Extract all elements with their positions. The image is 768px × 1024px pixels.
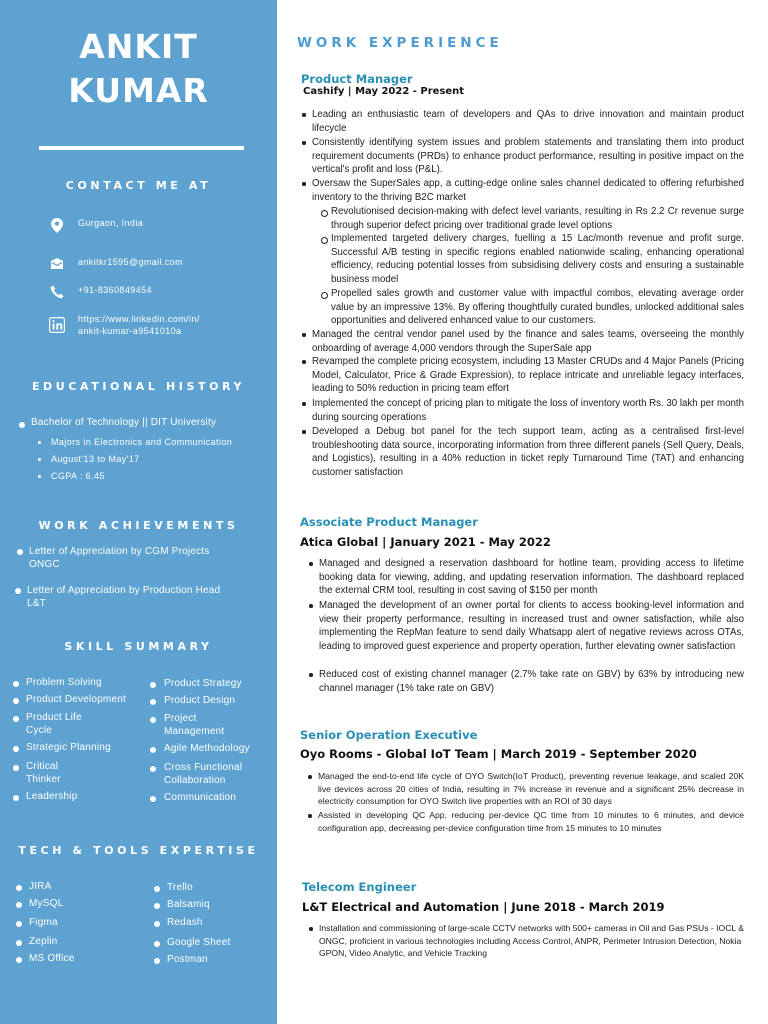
envelope-icon xyxy=(48,256,66,272)
skill-item: Project Management xyxy=(164,713,225,737)
job-bullet: Developed a Debug bot panel for the tech support team, acting as a centralised first-level troubleshooting data source, incorporating information from three different panels (Sell Query, Deals, and Logistics), resulting in a 40% reduction in ticket reply Turnaround Time (TAT) and enhancing customer satisfaction xyxy=(312,426,744,479)
bullet-dot xyxy=(19,422,25,428)
name-divider xyxy=(39,146,244,150)
education-major: Majors in Electronics and Communication xyxy=(51,437,233,447)
contact-email xyxy=(48,256,183,272)
job-sub-bullet: Revolutionised decision-making with defect level variants, resulting in Rs 2.2 Cr revenue surge through superior defect pricing over traditional grade level options xyxy=(331,206,744,231)
bullet-dot xyxy=(13,795,19,801)
bullet-dot xyxy=(38,441,41,444)
linkedin-url-line2: ankit-kumar-a9541010a xyxy=(78,326,182,336)
name-last: KUMAR xyxy=(68,71,209,110)
education-heading: EDUCATIONAL HISTORY xyxy=(31,380,246,393)
tool-item: Postman xyxy=(167,954,208,965)
bullet-dot xyxy=(150,747,156,753)
job-role: Associate Product Manager xyxy=(300,515,478,529)
bullet-dot xyxy=(150,717,156,723)
bullet-dot xyxy=(154,903,160,909)
job-role: Senior Operation Executive xyxy=(300,728,478,742)
skill-item: Cross Functional Collaboration xyxy=(164,762,243,786)
linkedin-icon xyxy=(48,317,66,333)
job-bullet: Leading an enthusiastic team of developers and QAs to drive innovation and maintain product lifecycle xyxy=(312,109,744,134)
job-bullet: Assisted in developing QC App, reducing per-device QC time from 10 minutes to 6 minutes, and device configuration app, decreasing per-device configuration time from 15 minutes to 10 minutes xyxy=(318,810,744,833)
bullet-dot xyxy=(154,921,160,927)
contact-heading: CONTACT ME AT xyxy=(65,179,212,192)
job-bullet: Managed the end-to-end life cycle of OYO Switch(IoT Product), preventing revenue leakage, and scaled 20K live devices across 20 cities of India, resulting in 7% increase in revenue and a significant 25% decrease in electricity consumption for OYO Switch live properties with an ROI of 30 days xyxy=(318,771,744,807)
job-bullet: Oversaw the SuperSales app, a cutting-edge online sales channel dedicated to offering refurbished inventory to the thriving B2C market xyxy=(312,178,744,203)
job-bullet: Managed the development of an owner portal for clients to access booking-level information and view their property performance, resulting in increased trust and owner satisfaction, while also implementing the RepMan feature to send daily Whatsapp alert of negative reviews across OTAs, leading to improved guest experience and property operation, further elevating owner satisfaction xyxy=(319,600,744,653)
skill-item: Critical Thinker xyxy=(26,761,61,785)
tool-item: Google Sheet xyxy=(167,937,231,948)
work-experience-heading: WORK EXPERIENCE xyxy=(297,35,503,51)
tools-heading: TECH & TOOLS EXPERTISE xyxy=(18,844,259,857)
bullet-dot xyxy=(13,698,19,704)
job-company: Cashify | May 2022 - Present xyxy=(303,86,465,97)
contact-location xyxy=(48,217,143,233)
education-degree: Bachelor of Technology || DIT University xyxy=(31,417,217,428)
job-company: Oyo Rooms - Global IoT Team | March 2019 - September 2020 xyxy=(300,747,697,761)
bullet-dot xyxy=(16,902,22,908)
skill-item: Problem Solving xyxy=(26,677,102,688)
job-bullet: Reduced cost of existing channel manager (2.7% take rate on GBV) by 63% by introducing new channel manager (1% take rate on GBV) xyxy=(319,669,744,694)
skill-item: Product Development xyxy=(26,694,126,705)
skill-item: Product Design xyxy=(164,695,236,706)
skill-item: Product Life Cycle xyxy=(26,712,82,736)
bullet-dot xyxy=(38,475,41,478)
tool-item: JIRA xyxy=(29,881,52,892)
job-bullet: Consistently identifying system issues and problem statements and translating them into product requirement documents (PRDs) to enhance product performance, resulting in positive impact on the vertical's profit and loss (P&L). xyxy=(312,137,744,176)
bullet-dot xyxy=(150,682,156,688)
bullet-dot xyxy=(15,588,21,594)
bullet-dot xyxy=(13,746,19,752)
bullet-dot xyxy=(154,958,160,964)
job-company: Atica Global | January 2021 - May 2022 xyxy=(300,535,551,549)
tool-item: MySQL xyxy=(29,898,64,909)
tool-item: Zeplin xyxy=(29,936,58,947)
email-link[interactable]: ankitkr1595@gmail.com xyxy=(78,257,184,267)
job-sub-bullet: Implemented targeted delivery charges, fuelling a 15 Lac/month revenue and profit surge. Successful A/B testing in specific regions enabled nationwide scaling, enhancing operational efficiency, reducing potential losses from subsidising delivery costs and ensuring a sustainable business model xyxy=(331,233,744,286)
sidebar xyxy=(0,0,277,1024)
phone-icon xyxy=(48,284,66,300)
achievement-item: Letter of Appreciation by CGM Projects ONGC xyxy=(29,546,210,570)
bullet-dot xyxy=(13,716,19,722)
bullet-dot xyxy=(154,941,160,947)
linkedin-link[interactable] xyxy=(78,313,200,337)
job-bullet: Implemented the concept of pricing plan to mitigate the loss of inventory worth Rs. 30 lakh per month during sourcing operations xyxy=(312,398,744,423)
job-bullet: Managed the central vendor panel used by the finance and sales teams, overseeing the monthly onboarding of average 4,000 vendors through the SuperSale app xyxy=(312,329,744,354)
skill-item: Product Strategy xyxy=(164,678,242,689)
name-first: ANKIT xyxy=(79,27,198,66)
bullet-dot xyxy=(150,766,156,772)
skill-item: Agile Methodology xyxy=(164,743,250,754)
linkedin-url-line1: https://www.linkedin.com/in/ xyxy=(78,314,200,324)
job-role: Telecom Engineer xyxy=(302,880,417,894)
skill-item: Strategic Planning xyxy=(26,742,111,753)
bullet-dot xyxy=(16,885,22,891)
tool-item: Redash xyxy=(167,917,203,928)
achievements-heading: WORK ACHIEVEMENTS xyxy=(38,519,239,532)
bullet-dot xyxy=(16,921,22,927)
bullet-dot xyxy=(154,886,160,892)
phone-text: +91-8360849454 xyxy=(78,285,152,295)
bullet-dot xyxy=(16,940,22,946)
education-cgpa: CGPA : 6.45 xyxy=(51,471,105,481)
map-pin-icon xyxy=(48,217,66,233)
contact-phone xyxy=(48,284,152,300)
skill-item: Communication xyxy=(164,792,237,803)
contact-linkedin xyxy=(48,313,200,337)
job-bullet: Installation and commissioning of large-scale CCTV networks with 500+ cameras in Oil and Gas PSUs - IOCL & ONGC, proficient in various technologies including Access Control, ANPR, Perimeter Intrusion Detection, Nokia GPON, Video Analytic, and Vehicle Tracking xyxy=(319,923,745,959)
bullet-dot xyxy=(16,957,22,963)
job-bullet: Managed and designed a reservation dashboard for hotline team, providing access to lifetime booking data for viewing, adding, and updating reservation information. The dashboard replaced the external CRM tool, resulting in cost saving of $150 per month xyxy=(319,558,744,597)
achievement-item: Letter of Appreciation by Production Head L&T xyxy=(27,585,221,609)
education-dates: August'13 to May'17 xyxy=(51,454,140,464)
skill-item: Leadership xyxy=(26,791,78,802)
bullet-dot xyxy=(17,549,23,555)
tool-item: MS Office xyxy=(29,953,75,964)
bullet-dot xyxy=(13,765,19,771)
skills-heading: SKILL SUMMARY xyxy=(64,640,213,653)
bullet-dot xyxy=(150,699,156,705)
location-text: Gurgaon, India xyxy=(78,218,144,228)
job-sub-bullet: Propelled sales growth and customer value with impactful combos, elevating average order value by an impressive 13%. By offering thoughtfully curated bundles, unlocked additional sales opportunities and delivered enhanced value to our customers. xyxy=(331,288,744,327)
bullet-dot xyxy=(13,681,19,687)
tool-item: Balsamiq xyxy=(167,899,210,910)
job-company: L&T Electrical and Automation | June 2018 - March 2019 xyxy=(302,900,665,914)
tool-item: Trello xyxy=(167,882,193,893)
tool-item: Figma xyxy=(29,917,58,928)
bullet-dot xyxy=(38,458,41,461)
job-bullet: Revamped the complete pricing ecosystem, including 13 Master CRUDs and 4 Major Panels (Pricing Model, Calculator, Price & Grade Expression), to replace intricate and unreliable legacy interfaces, leading to 50% reduction in pricing team effort xyxy=(312,356,744,395)
bullet-dot xyxy=(150,796,156,802)
job-role: Product Manager xyxy=(301,72,413,86)
